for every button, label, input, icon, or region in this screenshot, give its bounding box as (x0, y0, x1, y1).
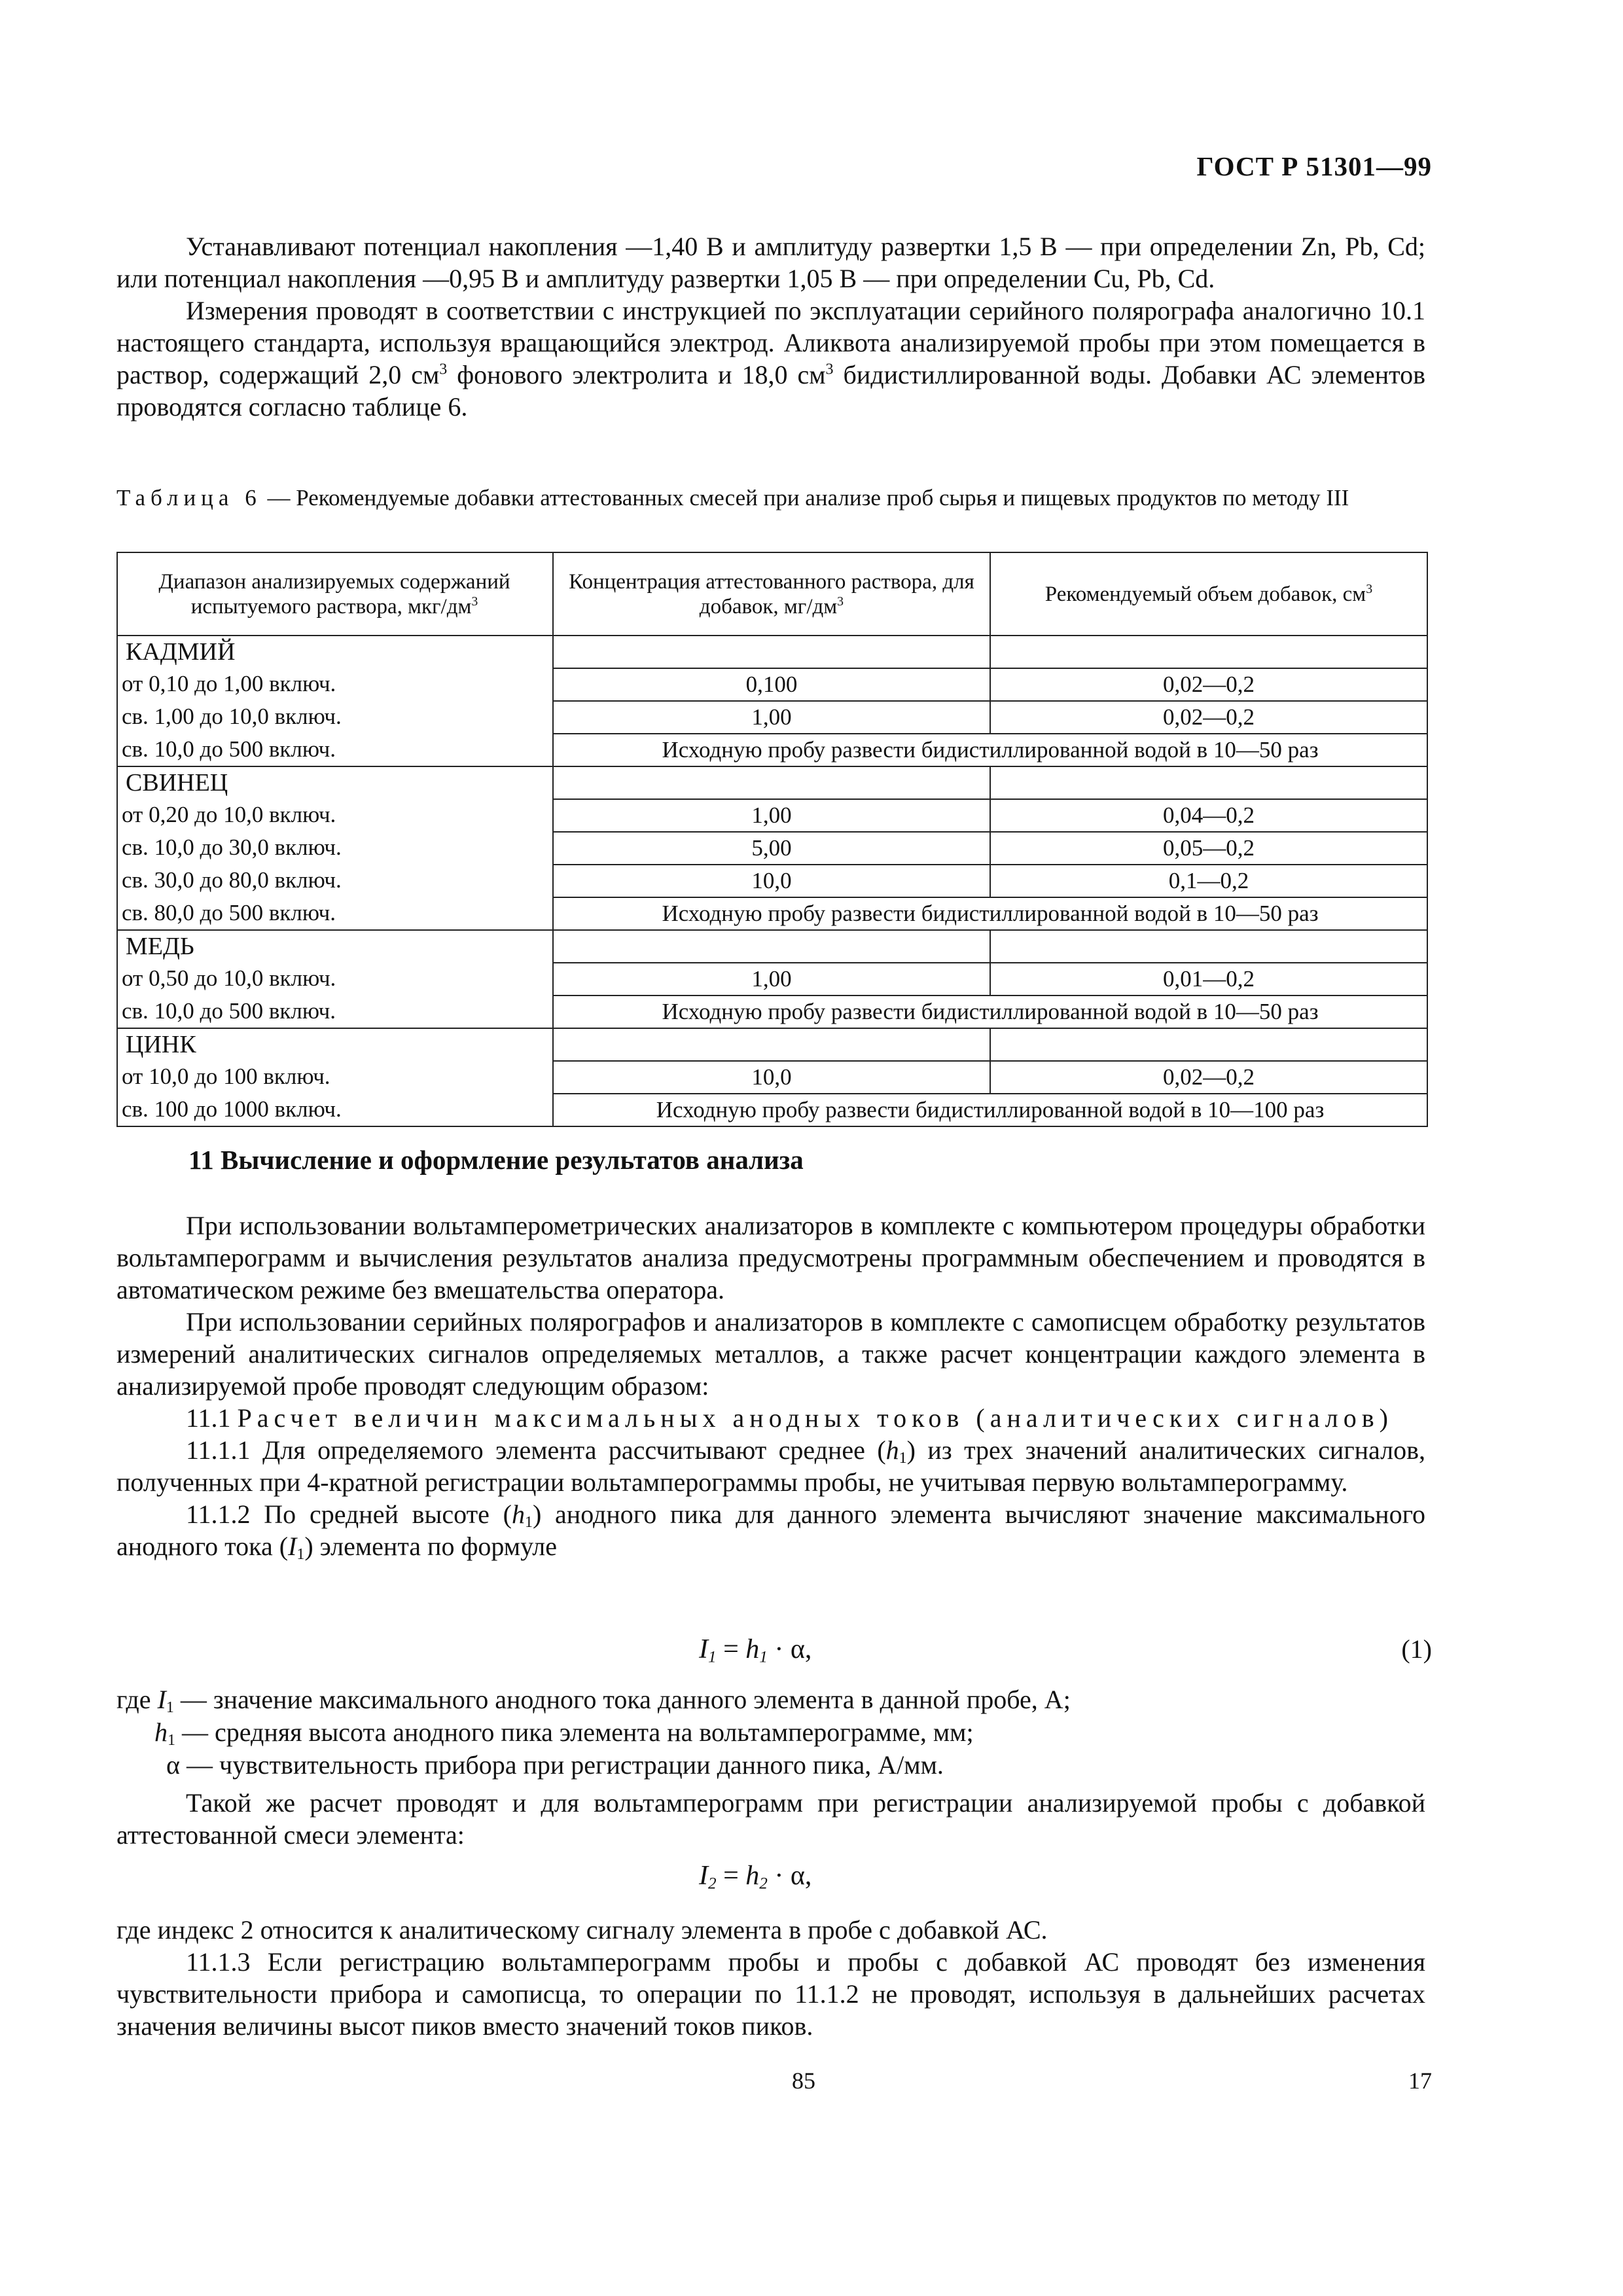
table-caption-text: — Рекомендуемые добавки аттестованных смесей при анализе проб сырья и пищевых продуктов по методу III (261, 485, 1349, 511)
section-11-tail (116, 1914, 1425, 2042)
subsection-11-1-3: 11.1.3 Если регистрацию вольтамперограмм пробы и пробы с добавкой АС проводят без изменения чувствительности прибора и самописца, то операции по 11.1.2 не проводят, используя в дальнейших расчетах значения величины высот пиков вместо значений токов пиков. (116, 1947, 1425, 2041)
subsection-11-1-2: 11.1.2 По средней высоте $(h_1)$ анодного пика для данного элемента вычисляют значение максимального анодного тока $(I_1)$ элемента по формуле (116, 1499, 1425, 1563)
volume-cell: 0,04—0,2 (991, 800, 1427, 833)
volume-cell: 0,1—0,2 (991, 865, 1427, 898)
dilution-note: Исходную пробу развести бидистиллированной водой в 10—50 раз (662, 737, 1319, 762)
intro-block (116, 230, 1425, 423)
subsection-11-1-1: 11.1.1 Для определяемого элемента рассчитывают среднее $(h_1)$ из трех значений аналитических сигналов, полученных при 4-кратной регистрации вольтамперограммы пробы, не учитывая первую вольтамперограмму. (116, 1435, 1425, 1497)
range-cell: от 10,0 до 100 включ. (122, 1064, 330, 1089)
range-cell: св. 10,0 до 500 включ. (122, 998, 336, 1024)
section-11-body (116, 1210, 1425, 1562)
table-group-lead (117, 766, 1427, 930)
table-header-row (117, 552, 1427, 636)
definition-alpha: α — чувствительность прибора при регистрации данного пика, А/мм. (166, 1750, 944, 1780)
table-caption-label: Таблица 6 (116, 485, 262, 511)
section-11-paragraph-2: При использовании серийных полярографов и анализаторов в комплекте с самописцем обработку результатов измерений аналитических сигналов определяемых металлов, а также расчет концентрации каждого элемента в анализируемой пробе проводят следующим образом: (116, 1307, 1425, 1401)
header-concentration: Концентрация аттестованного раствора, для добавок, $мг/дм^3$ (553, 552, 990, 636)
table-group-zinc (117, 1028, 1427, 1126)
range-cell: от 0,20 до 10,0 включ. (122, 802, 336, 827)
subsection-11-1-title: 11.1 Расчет величин максимальных анодных токов (аналитических сигналов) (186, 1403, 1393, 1433)
section-11-paragraph-3: Такой же расчет проводят и для вольтамперограмм при регистрации анализируемой пробы с добавкой аттестованной смеси элемента: (116, 1788, 1425, 1850)
volume-cell: 0,02—0,2 (991, 1062, 1427, 1094)
section-11-title: 11 Вычисление и оформление результатов анализа (188, 1145, 804, 1175)
volume-cell: 0,05—0,2 (991, 833, 1427, 865)
formula-1-number: (1) (1401, 1634, 1432, 1664)
dilution-note: Исходную пробу развести бидистиллированной водой в 10—50 раз (662, 901, 1319, 926)
concentration-cell: 10,0 (554, 865, 990, 898)
range-cell: св. 80,0 до 500 включ. (122, 900, 336, 925)
concentration-cell: 1,00 (554, 702, 990, 734)
range-cell: от 0,10 до 1,00 включ. (122, 671, 336, 696)
concentration-cell: 1,00 (554, 800, 990, 833)
table-caption (116, 483, 1425, 513)
group-name: ЦИНК (126, 1031, 196, 1058)
range-cell: св. 30,0 до 80,0 включ. (122, 867, 342, 893)
header-range: Диапазон анализируемых содержаний испытуемого раствора, мкг/$дм^3$ (117, 552, 553, 636)
formula-1: $I_1 = h_1 \cdot \alpha$, (699, 1634, 812, 1666)
standard-header: ГОСТ Р 51301—99 (1196, 151, 1432, 181)
concentration-cell: 0,100 (554, 669, 990, 702)
page-number-right: 17 (1408, 2068, 1432, 2094)
formula-2: $I_2 = h_2 \cdot \alpha$, (699, 1861, 812, 1893)
dilution-note: Исходную пробу развести бидистиллированной водой в 10—50 раз (662, 999, 1319, 1024)
section-11-paragraph-3-block (116, 1787, 1425, 1851)
concentration-cell: 10,0 (554, 1062, 990, 1094)
intro-paragraph-1: Устанавливают потенциал накопления —1,40 В и амплитуду развертки 1,5 В — при определении Zn, Pb, Cd; или потенциал накопления —0,95 В и амплитуду развертки 1,05 В — при определении Cu, Pb, Cd. (116, 232, 1425, 293)
range-cell: от 0,50 до 10,0 включ. (122, 965, 336, 991)
formula-definitions (116, 1683, 1071, 1782)
header-volume: Рекомендуемый объем добавок, $см^3$ (990, 552, 1427, 636)
group-name: КАДМИЙ (126, 638, 236, 666)
range-cell: св. 1,00 до 10,0 включ. (122, 704, 342, 729)
range-cell: св. 100 до 1000 включ. (122, 1096, 342, 1122)
definition-h1: $h_1$ — средняя высота анодного пика элемента на вольтамперограмме, мм; (154, 1717, 974, 1749)
section-11-paragraph-4: где индекс 2 относится к аналитическому сигналу элемента в пробе с добавкой АС. (116, 1915, 1048, 1945)
group-name: СВИНЕЦ (126, 769, 228, 797)
concentration-cell: 1,00 (554, 963, 990, 996)
range-cell: св. 10,0 до 30,0 включ. (122, 834, 342, 860)
group-name: МЕДЬ (126, 933, 194, 960)
additives-table (116, 552, 1428, 1127)
page-number-center: 85 (792, 2068, 815, 2094)
table-group-copper (117, 930, 1427, 1028)
intro-paragraph-2: Измерения проводят в соответствии с инструкцией по эксплуатации серийного полярографа аналогично 10.1 настоящего стандарта, используя вращающийся электрод. Аликвота анализируемой пробы при этом помещается в раствор, содержащий 2,0 $см^3$ фонового электролита и 18,0 $см^3$ бидистиллированной воды. Добавки АС элементов проводятся согласно таблице 6. (116, 296, 1425, 422)
definition-I1: где $I_1$ — значение максимального анодного тока данного элемента в данной пробе, А; (116, 1685, 1071, 1716)
volume-cell: 0,02—0,2 (991, 702, 1427, 734)
concentration-cell: 5,00 (554, 833, 990, 865)
range-cell: св. 10,0 до 500 включ. (122, 736, 336, 762)
dilution-note: Исходную пробу развести бидистиллированной водой в 10—100 раз (656, 1097, 1325, 1122)
table-group-cadmium (117, 636, 1427, 766)
section-11-paragraph-1: При использовании вольтамперометрических анализаторов в комплекте с компьютером процедуры обработки вольтамперограмм и вычисления результатов анализа предусмотрены программным обеспечением и проводятся в автоматическом режиме без вмешательства оператора. (116, 1211, 1425, 1304)
volume-cell: 0,02—0,2 (991, 669, 1427, 702)
volume-cell: 0,01—0,2 (991, 963, 1427, 996)
